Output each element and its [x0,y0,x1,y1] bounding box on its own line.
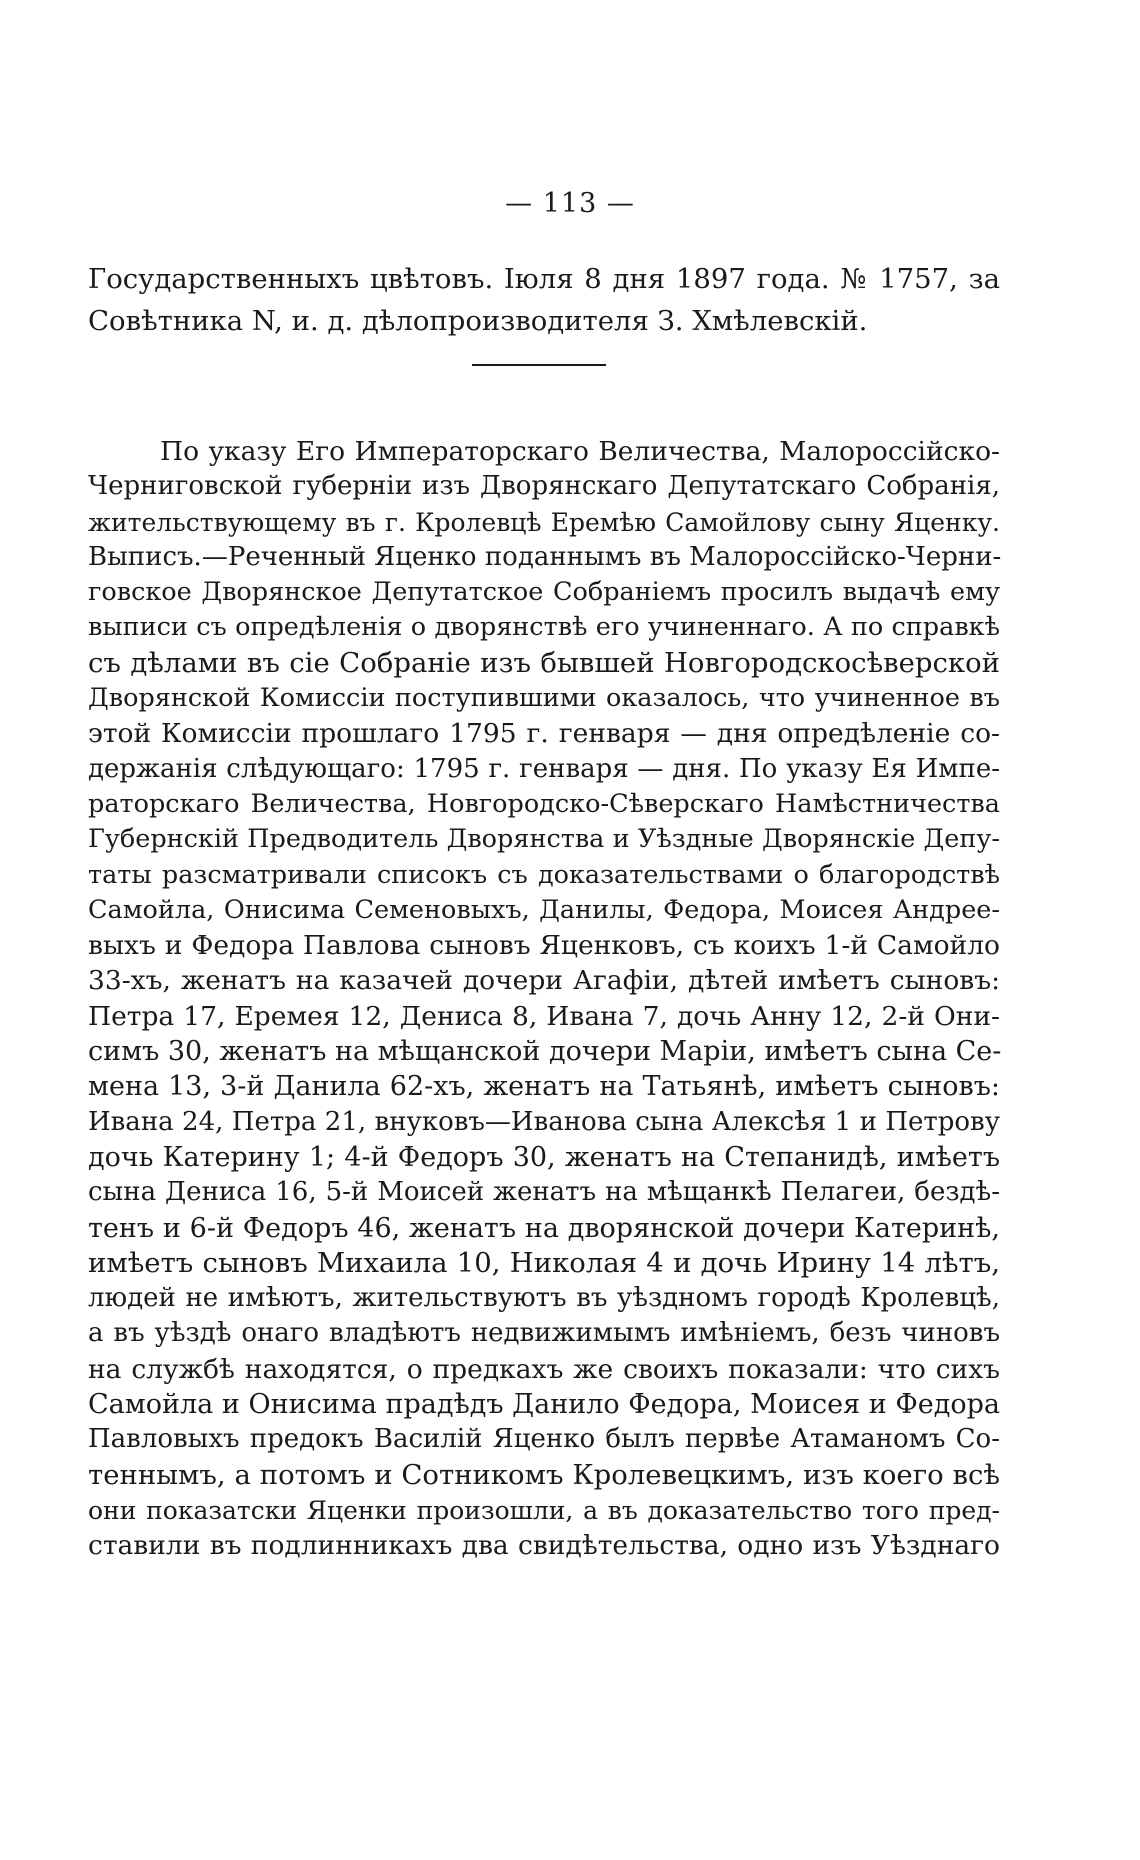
text-line: держанія слѣдующаго: 1795 г. генваря — дня. По указу Ея Импе- [88,753,1000,784]
text-line: мена 13, 3-й Данила 62-хъ, женатъ на Татьянѣ, имѣетъ сыновъ: [88,1071,1000,1103]
text-line: тенъ и 6-й Федоръ 46, женатъ на дворянской дочери Катеринѣ, [88,1212,1000,1244]
text-line: Павловыхъ предокъ Василій Яценко былъ первѣе Атаманомъ Со- [88,1424,1000,1455]
text-line: Ивана 24, Петра 21, внуковъ—Иванова сына Алексѣя 1 и Петрову [88,1106,1000,1137]
text-line: По указу Его Императорскаго Величества, Малороссійско- [160,436,1000,467]
text-line: таты разсматривали списокъ съ доказательствами о благородствѣ [88,859,1000,890]
text-line: симъ 30, женатъ на мѣщанской дочери Маріи, имѣетъ сына Се- [88,1036,1002,1068]
text-line: Совѣтника N, и. д. дѣлопроизводителя З. Хмѣлевскій. [88,305,868,337]
page-number: — 113 — [505,188,635,219]
text-line: выписи съ опредѣленія о дворянствѣ его учиненнаго. А по справкѣ [88,612,1000,643]
text-line: Петра 17, Еремея 12, Дениса 8, Ивана 7, дочь Анну 12, 2-й Они- [88,1000,1000,1032]
text-line: Выписъ.—Реченный Яценко поданнымъ въ Малороссійско-Черни- [88,541,1002,572]
text-line: а въ уѣздѣ онаго владѣютъ недвижимымъ имѣніемъ, безъ чиновъ [88,1318,1000,1349]
text-line: Государственныхъ цвѣтовъ. Іюля 8 дня 1897 года. № 1757, за [88,263,1000,295]
text-line: теннымъ, а потомъ и Сотникомъ Кролевецкимъ, изъ коего всѣ [88,1458,1000,1491]
text-line: выхъ и Федора Павлова сыновъ Яценковъ, съ коихъ 1-й Самойло [88,930,1000,962]
section-divider [472,364,606,366]
text-line: Самойла, Онисима Семеновыхъ, Данилы, Федора, Моисея Андрее- [88,894,1000,925]
text-line: раторскаго Величества, Новгородско-Сѣверскаго Намѣстничества [88,788,1000,819]
text-line: 33-хъ, женатъ на казачей дочери Агафіи, дѣтей имѣетъ сыновъ: [88,965,1000,997]
text-line: дочь Катерину 1; 4-й Федоръ 30, женатъ на Степанидѣ, имѣетъ [88,1141,1000,1173]
text-line: Губернскій Предводитель Дворянства и Уѣздные Дворянскіе Депу- [88,824,1000,855]
text-line: на службѣ находятся, о предкахъ же своихъ показали: что сихъ [88,1353,1000,1385]
text-line: они показатски Яценки произошли, а въ доказательство того пред- [88,1495,1000,1525]
text-line: говское Дворянское Депутатское Собраніемъ просилъ выдачѣ ему [88,577,1000,608]
text-line: ставили въ подлинникахъ два свидѣтельства, одно изъ Уѣзднаго [88,1530,1000,1562]
text-line: жительствующему въ г. Кролевцѣ Еремѣю Самойлову сыну Яценку. [88,507,1000,537]
intro-paragraph [88,258,1000,342]
text-line: Черниговской губерніи изъ Дворянскаго Депутатскаго Собранія, [88,471,1000,502]
text-line: Дворянской Комиссіи поступившими оказалось, что учиненное въ [88,683,1000,714]
text-line: съ дѣлами въ сіе Собраніе изъ бывшей Новгородскосѣверской [88,646,1000,679]
text-line: сына Дениса 16, 5-й Моисей женатъ на мѣщанкѣ Пелагеи, бездѣ- [88,1177,1000,1208]
text-line: Самойла и Онисима прадѣдъ Данило Федора, Моисея и Федора [88,1389,1000,1421]
body-paragraph [88,434,1000,1564]
text-line: имѣетъ сыновъ Михаила 10, Николая 4 и дочь Ирину 14 лѣтъ, [88,1246,1000,1279]
text-line: людей не имѣютъ, жительствуютъ въ уѣздномъ городѣ Кролевцѣ, [88,1283,1000,1314]
text-line: этой Комиссіи прошлаго 1795 г. генваря — дня опредѣленіе со- [88,718,1000,750]
